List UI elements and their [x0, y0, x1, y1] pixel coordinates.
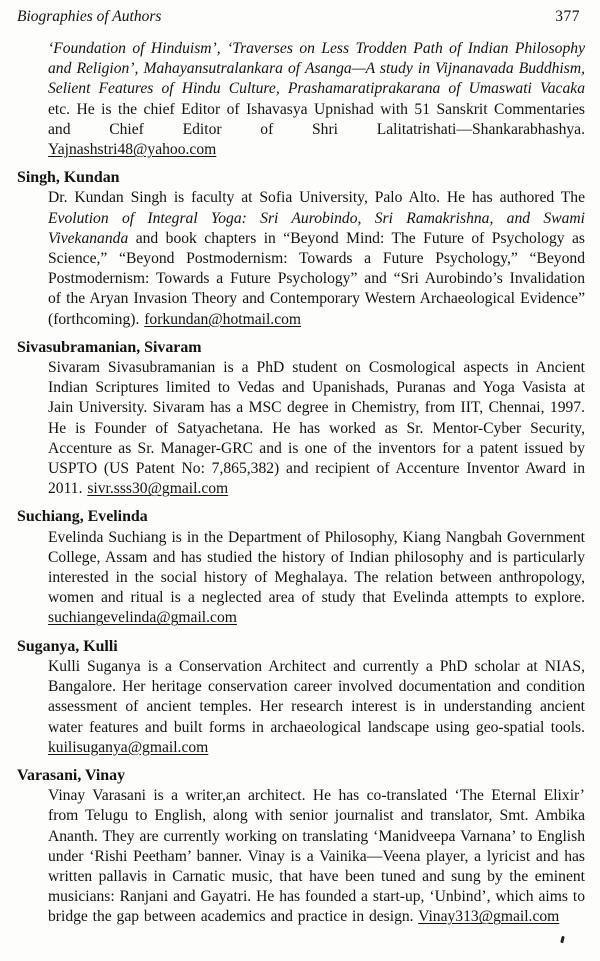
entry-author-name: Sivasubramanian, Sivaram — [17, 338, 202, 356]
text-segment: ‘Foundation of Hinduism’, ‘Traverses on Less Trodden Path of Indian Philosophy and Religion’, Mahayansutralankara of Asanga—A study in Vijnanavada Buddhism, Selient Features of Hindu Culture, Prashamaratiprakarana of Umaswati Vacaka — [48, 40, 585, 98]
text-segment: Kulli Suganya is a Conservation Architect and currently a PhD scholar at NIAS, Bangalore. Her heritage conservation career involved documentation and condition assessment of ancient temples. Her research interest is in understanding ancient water features and built forms in archaeological landscape using geo-spatial tools. — [48, 657, 585, 736]
scan-artifact-mark — [560, 936, 565, 944]
page-content — [0, 39, 600, 928]
text-segment: Evolution of Integral Yoga: Sri Aurobindo, Sri Ramakrishna, and Swami Vivekananda — [48, 209, 585, 247]
entries — [0, 168, 600, 927]
entry-author-name: Suganya, Kulli — [17, 637, 118, 655]
entry-biography — [48, 358, 585, 499]
author-entry — [0, 637, 600, 758]
page-header — [0, 6, 600, 26]
entry-biography — [48, 657, 585, 758]
author-entry — [0, 168, 600, 330]
text-segment: Dr. Kundan Singh is faculty at Sofia University, Palo Alto. He has authored The — [48, 189, 585, 207]
text-segment: Evelinda Suchiang is in the Department of Philosophy, Kiang Nangbah Government College, Assam and has studied the history of Indian philosophy and is particularly interested in the social history of Meghalaya. The relation between anthropology, women and ritual is a neglected area of study that Evelinda attempts to explore. — [48, 528, 585, 607]
author-entry — [0, 766, 600, 928]
email-address: Yajnashstri48@yahoo.com — [48, 141, 217, 159]
text-segment: Sivaram Sivasubramanian is a PhD student on Cosmological aspects in Ancient Indian Scriptures limited to Vedas and Upanishads, Puranas and Yoga Vasista at Jain University. Sivaram has a MSC degree in Chemistry, from IIT, Chennai, 1997. He is Founder of Satyachetana. He has worked as Sr. Mentor-Cyber Security, Accenture as Sr. Manager-GRC and is one of the inventors for a patent issued by USPTO (US Patent No: 7,865,382) and recipient of Accenture Inventor Award in 2011. — [48, 359, 585, 498]
text-segment: etc. He is the chief Editor of Ishavasya Upnishad with 51 Sanskrit Commentaries and Chief Editor of Shri Lalitatrishati—Shankarabhashya. — [48, 100, 585, 138]
author-entry — [0, 507, 600, 628]
entry-author-name: Singh, Kundan — [17, 169, 120, 187]
email-address: Vinay313@gmail.com — [418, 908, 560, 926]
entry-author-name: Varasani, Vinay — [17, 766, 126, 784]
email-address: forkundan@hotmail.com — [144, 310, 302, 328]
text-segment: Vinay Varasani is a writer,an architect. He has co-translated ‘The Eternal Elixir’ from Telugu to English, along with senior journalist and translator, Smt. Ambika Ananth. They are currently working on translating ‘Manidveepa Varnana’ to English under ‘Rishi Peetham’ banner. Vinay is a Vainika—Veena player, a lyricist and has written pallavis in Carnatic music, that have been tuned and sung by the eminent musicians: Ranjani and Gayatri. He has founded a start-up, ‘Unbind’, which aims to bridge the gap between academics and practice in design. — [48, 787, 585, 926]
running-title: Biographies of Authors — [17, 8, 162, 25]
entry-biography — [48, 528, 585, 629]
author-entry — [0, 338, 600, 500]
entry-author-name: Suchiang, Evelinda — [17, 508, 148, 526]
entry-biography — [48, 188, 585, 329]
email-address: kuilisuganya@gmail.com — [48, 738, 209, 756]
email-address: sivr.sss30@gmail.com — [87, 480, 229, 498]
intro-paragraph — [48, 39, 585, 160]
page-number: 377 — [555, 8, 580, 25]
entry-biography — [48, 786, 585, 927]
email-address: suchiangevelinda@gmail.com — [48, 609, 237, 627]
text-segment: and book chapters in “Beyond Mind: The Future of Psychology as Science,” “Beyond Postmodernism: Towards a Future Psychology,” “Beyond Postmodernism: Towards a Future Psychology” and “Sri Aurobindo’s Invalidation of the Aryan Invasion Theory and Contemporary Western Archaeological Evidence” (forthcoming). — [48, 229, 585, 328]
